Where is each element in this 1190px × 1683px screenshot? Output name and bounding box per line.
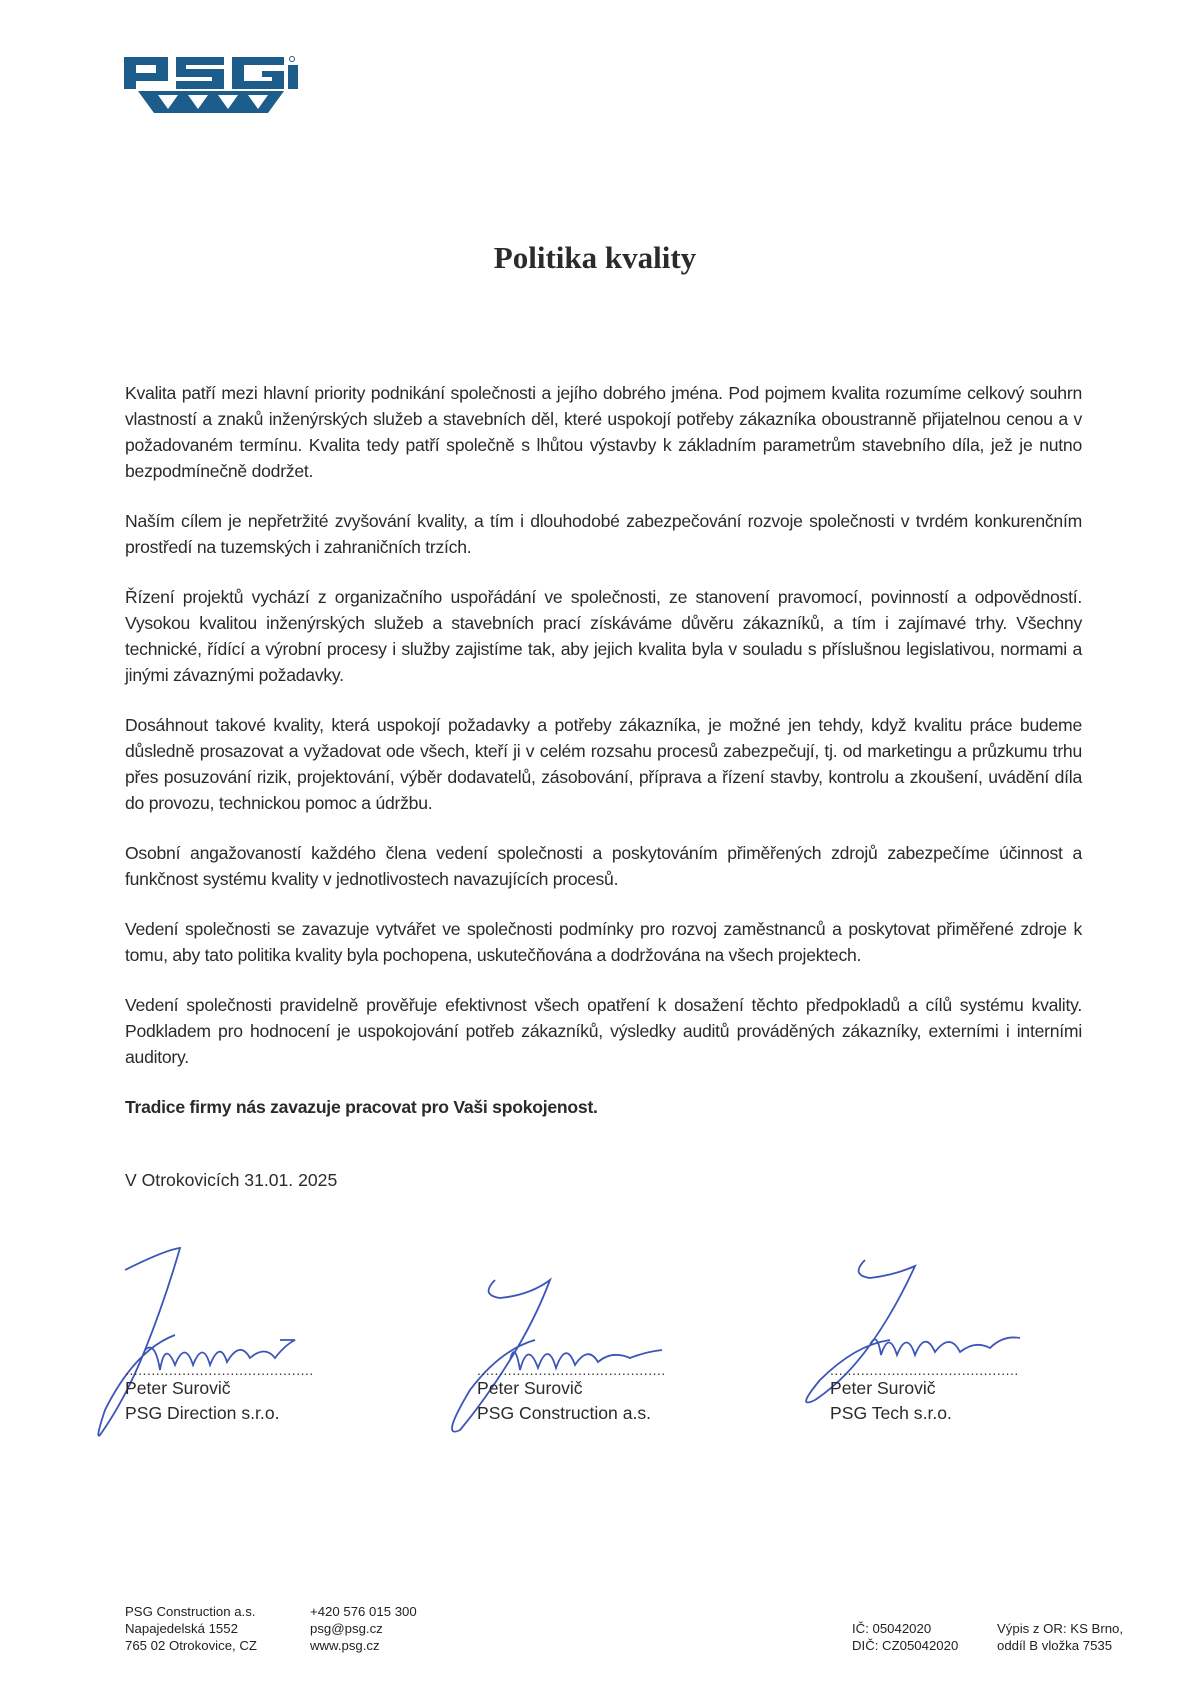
paragraph: Vedení společnosti se zavazuje vytvářet ve společnosti podmínky pro rozvoj zaměstnanců a poskytovat přiměřené zdroje k tomu, aby tato politika kvality byla pochopena, uskutečňována a dodržována na všech projektech. (125, 919, 1082, 965)
email-link[interactable]: psg@psg.cz (310, 1621, 383, 1636)
closing-statement: Tradice firmy nás zavazuje pracovat pro Vaši spokojenost. (125, 1097, 598, 1117)
phone: +420 576 015 300 (310, 1604, 417, 1619)
vat-id: DIČ: CZ05042020 (852, 1638, 959, 1653)
registry-line: Výpis z OR: KS Brno, (997, 1621, 1124, 1636)
paragraph: Dosáhnout takové kvality, která uspokojí požadavky a potřeby zákazníka, je možné jen tehdy, když kvalitu práce budeme důsledně prosazovat a vyžadovat ode všech, kteří ji v celém rozsahu procesů zabezpečují, tj. od marketingu a průzkumu trhu přes posuzování rizik, projektování, výběr dodavatelů, zásobování, příprava a řízení stavby, kontrolu a zkoušení, uvádění díla do provozu, technickou pomoc a údržbu. (125, 715, 1082, 813)
signer-company: PSG Construction a.s. (477, 1403, 652, 1423)
company-name: PSG Construction a.s. (125, 1604, 256, 1619)
paragraph: Naším cílem je nepřetržité zvyšování kvality, a tím i dlouhodobé zabezpečování rozvoje společnosti v tvrdém konkurenčním prostředí na tuzemských i zahraničních trzích. (125, 511, 1082, 557)
company-id: IČ: 05042020 (852, 1621, 932, 1636)
city-address: 765 02 Otrokovice, CZ (125, 1638, 257, 1653)
footer-address (125, 1603, 257, 1654)
signer-name: Peter Surovič (830, 1378, 936, 1398)
registry-line: oddíl B vložka 7535 (997, 1638, 1113, 1653)
signature-line: ........................................... (830, 1362, 1019, 1378)
signer-name: Peter Surovič (125, 1378, 231, 1398)
signer-name: Peter Surovič (477, 1378, 583, 1398)
footer-registry (997, 1620, 1123, 1654)
page-title: Politika kvality (493, 240, 697, 275)
street-address: Napajedelská 1552 (125, 1621, 238, 1636)
paragraph: Řízení projektů vychází z organizačního uspořádání ve společnosti, ze stanovení pravomocí, povinností a odpovědností. Vysokou kvalitou inženýrských služeb a stavebních prací získáváme důvěru zákazníků, a tím i zajímavé trhy. Všechny technické, řídící a výrobní procesy i služby zajistíme tak, aby jejich kvalita byla v souladu s příslušnou legislativou, normami a jinými závaznými požadavky. (125, 587, 1082, 685)
signature-line: ........................................... (125, 1362, 314, 1378)
paragraph: Vedení společnosti pravidelně prověřuje efektivnost všech opatření k dosažení těchto předpokladů a cílů systému kvality. Podkladem pro hodnocení je uspokojování potřeb zákazníků, výsledky auditů prováděných zákazníky, externími i interními auditory. (125, 995, 1082, 1067)
paragraph: Kvalita patří mezi hlavní priority podnikání společnosti a jejího dobrého jména. Pod pojmem kvalita rozumíme celkový souhrn vlastností a znaků inženýrských služeb a stavebních děl, které uspokojí potřeby zákazníka oboustranně přijatelnou cenou a v požadovaném termínu. Kvalita tedy patří společně s lhůtou výstavby k základním parametrům stavebního díla, jež je nutno bezpodmínečně dodržet. (125, 383, 1082, 481)
signer-company: PSG Tech s.r.o. (830, 1403, 952, 1423)
paragraph: Osobní angažovaností každého člena vedení společnosti a poskytováním přiměřených zdrojů zabezpečíme účinnost a funkčnost systému kvality v jednotlivostech navazujících procesů. (125, 843, 1082, 889)
psg-logo (124, 55, 299, 115)
psg-logo-icon (124, 55, 299, 115)
signature-line: ........................................... (477, 1362, 666, 1378)
footer-contact (310, 1603, 417, 1654)
signer-company: PSG Direction s.r.o. (125, 1403, 280, 1423)
date-line: V Otrokovicích 31.01. 2025 (125, 1170, 338, 1190)
website-link[interactable]: www.psg.cz (310, 1638, 380, 1653)
footer-ids (852, 1620, 958, 1654)
policy-body (125, 380, 1082, 1144)
